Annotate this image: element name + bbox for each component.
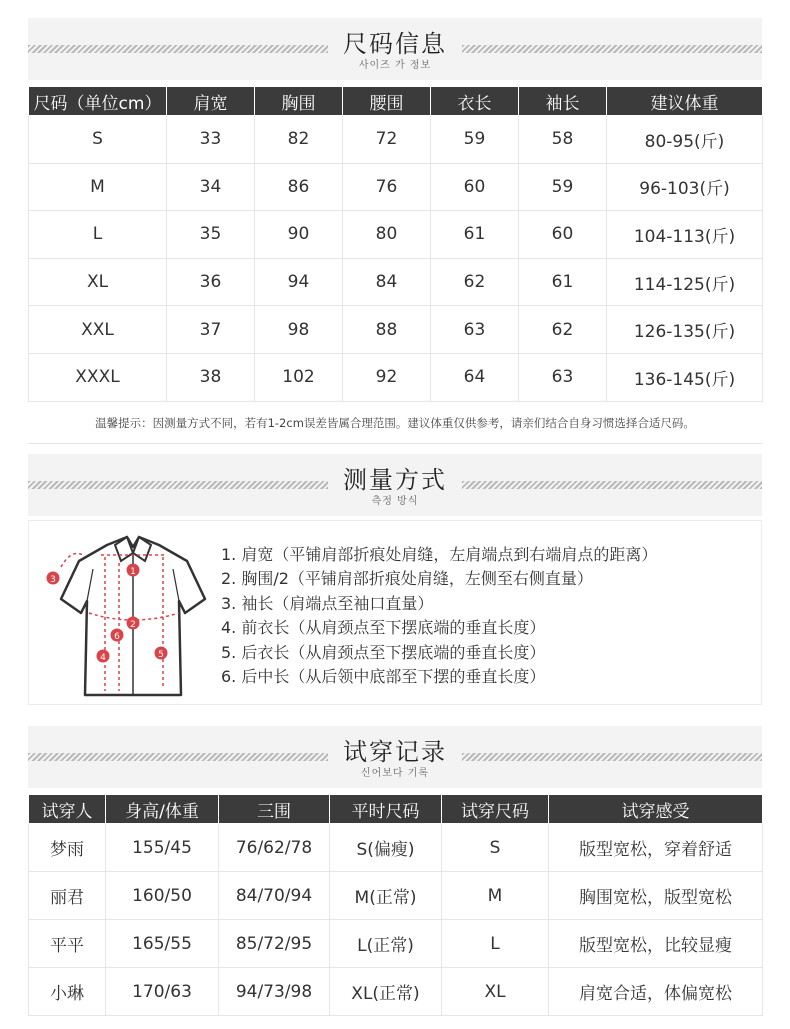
table-row — [29, 258, 763, 306]
size-section-subtitle: 사이즈 가 정보 — [358, 60, 432, 71]
shirt-diagram-icon — [35, 527, 225, 702]
table-row — [29, 353, 763, 401]
table-row — [29, 824, 763, 872]
trial-cell: 版型宽松，比较显瘦 — [549, 920, 763, 968]
trial-cell: 平平 — [29, 920, 106, 968]
list-item: 4. 前衣长（从肩颈点至下摆底端的垂直长度） — [221, 618, 546, 638]
size-cell: 62 — [519, 306, 607, 354]
trial-header-cell: 平时尺码 — [330, 795, 442, 824]
table-row — [29, 968, 763, 1016]
size-cell: 76 — [343, 163, 431, 211]
trial-cell: 84/70/94 — [219, 872, 330, 920]
trial-cell: 160/50 — [106, 872, 219, 920]
size-cell: 59 — [431, 116, 519, 164]
trial-cell: 85/72/95 — [219, 920, 330, 968]
trial-header-cell: 试穿感受 — [549, 795, 763, 824]
trial-header-cell: 试穿人 — [29, 795, 106, 824]
marker-1-label: 1 — [130, 567, 136, 577]
trial-cell: L — [442, 920, 549, 968]
trial-cell: L(正常) — [330, 920, 442, 968]
size-cell: 136-145(斤) — [607, 353, 763, 401]
size-cell: 60 — [431, 163, 519, 211]
size-cell: 104-113(斤) — [607, 211, 763, 259]
size-cell: 88 — [343, 306, 431, 354]
measure-box — [28, 520, 762, 705]
trial-cell: 胸围宽松，版型宽松 — [549, 872, 763, 920]
trial-section-header — [28, 726, 762, 788]
measure-list — [221, 543, 657, 689]
trial-cell: 155/45 — [106, 824, 219, 872]
size-cell: 59 — [519, 163, 607, 211]
size-cell: 35 — [167, 211, 255, 259]
table-row — [29, 163, 763, 211]
size-header-cell: 腰围 — [343, 87, 431, 116]
size-cell: 96-103(斤) — [607, 163, 763, 211]
size-cell: 126-135(斤) — [607, 306, 763, 354]
measure-section-title: 测量方式 — [343, 466, 447, 494]
size-cell: 63 — [519, 353, 607, 401]
trial-header-cell: 试穿尺码 — [442, 795, 549, 824]
size-cell: 34 — [167, 163, 255, 211]
size-cell: 90 — [255, 211, 343, 259]
size-table — [28, 86, 763, 402]
size-header-cell: 建议体重 — [607, 87, 763, 116]
size-cell: 114-125(斤) — [607, 258, 763, 306]
trial-cell: S(偏瘦) — [330, 824, 442, 872]
trial-section-title: 试穿记录 — [343, 738, 447, 766]
size-cell: XXXL — [29, 353, 167, 401]
trial-cell: 小琳 — [29, 968, 106, 1016]
size-header-cell: 袖长 — [519, 87, 607, 116]
size-cell: M — [29, 163, 167, 211]
size-cell: 38 — [167, 353, 255, 401]
trial-cell: 94/73/98 — [219, 968, 330, 1016]
marker-4-label: 4 — [100, 653, 106, 663]
list-item: 5. 后衣长（从肩颈点至下摆底端的垂直长度） — [221, 642, 546, 662]
size-cell: 60 — [519, 211, 607, 259]
trial-table — [28, 794, 763, 1016]
size-cell: 33 — [167, 116, 255, 164]
trial-cell: 肩宽合适，体偏宽松 — [549, 968, 763, 1016]
size-table-header — [29, 87, 763, 116]
trial-cell: S — [442, 824, 549, 872]
measure-section-header — [28, 454, 762, 516]
size-cell: 36 — [167, 258, 255, 306]
size-cell: 64 — [431, 353, 519, 401]
size-cell: 92 — [343, 353, 431, 401]
trial-header-cell: 身高/体重 — [106, 795, 219, 824]
list-item: 1. 肩宽（平铺肩部折痕处肩缝，左肩端点到右端肩点的距离） — [221, 545, 658, 564]
trial-cell: 170/63 — [106, 968, 219, 1016]
size-cell: XL — [29, 258, 167, 306]
trial-cell: M — [442, 872, 549, 920]
list-item: 2. 胸围/2（平铺肩部折痕处肩缝，左侧至右侧直量） — [221, 569, 593, 589]
marker-5-label: 5 — [158, 650, 164, 660]
trial-section-subtitle: 신어보다 기록 — [360, 768, 430, 779]
trial-cell: M(正常) — [330, 872, 442, 920]
table-row — [29, 872, 763, 920]
list-item: 3. 袖长（肩端点至袖口直量） — [221, 593, 434, 613]
size-cell: 86 — [255, 163, 343, 211]
size-cell: 37 — [167, 306, 255, 354]
size-cell: S — [29, 116, 167, 164]
size-section-title: 尺码信息 — [343, 30, 447, 58]
trial-cell: 梦雨 — [29, 824, 106, 872]
table-row — [29, 306, 763, 354]
size-cell: 61 — [519, 258, 607, 306]
marker-2-label: 2 — [130, 620, 136, 630]
trial-cell: XL — [442, 968, 549, 1016]
size-cell: 82 — [255, 116, 343, 164]
size-cell: 94 — [255, 258, 343, 306]
size-cell: 61 — [431, 211, 519, 259]
marker-3-icon — [47, 572, 60, 586]
size-cell: XXL — [29, 306, 167, 354]
table-row — [29, 211, 763, 259]
trial-cell: 版型宽松，穿着舒适 — [549, 824, 763, 872]
trial-cell: 165/55 — [106, 920, 219, 968]
size-cell: 80-95(斤) — [607, 116, 763, 164]
size-cell: 80 — [343, 211, 431, 259]
size-header-cell: 尺码（单位cm） — [29, 87, 167, 116]
trial-cell: XL(正常) — [330, 968, 442, 1016]
size-cell: 63 — [431, 306, 519, 354]
table-row — [29, 920, 763, 968]
size-cell: 102 — [255, 353, 343, 401]
size-header-cell: 肩宽 — [167, 87, 255, 116]
size-cell: 98 — [255, 306, 343, 354]
size-cell: 58 — [519, 116, 607, 164]
size-section-header — [28, 18, 762, 80]
trial-header-cell: 三围 — [219, 795, 330, 824]
size-cell: 62 — [431, 258, 519, 306]
measure-section-subtitle: 측정 방식 — [371, 496, 419, 507]
trial-table-header — [29, 795, 763, 824]
size-cell: 72 — [343, 116, 431, 164]
size-header-cell: 胸围 — [255, 87, 343, 116]
size-header-cell: 衣长 — [431, 87, 519, 116]
marker-3-label: 3 — [50, 575, 56, 585]
size-cell: L — [29, 211, 167, 259]
trial-cell: 丽君 — [29, 872, 106, 920]
table-row — [29, 116, 763, 164]
size-note: 温馨提示：因测量方式不同，若有1-2cm误差皆属合理范围。建议体重仅供参考，请亲们结合自身习惯选择合适尺码。 — [28, 402, 762, 444]
size-cell: 84 — [343, 258, 431, 306]
trial-cell: 76/62/78 — [219, 824, 330, 872]
marker-6-label: 6 — [114, 632, 120, 642]
list-item: 6. 后中长（从后领中底部至下摆的垂直长度） — [221, 667, 546, 687]
